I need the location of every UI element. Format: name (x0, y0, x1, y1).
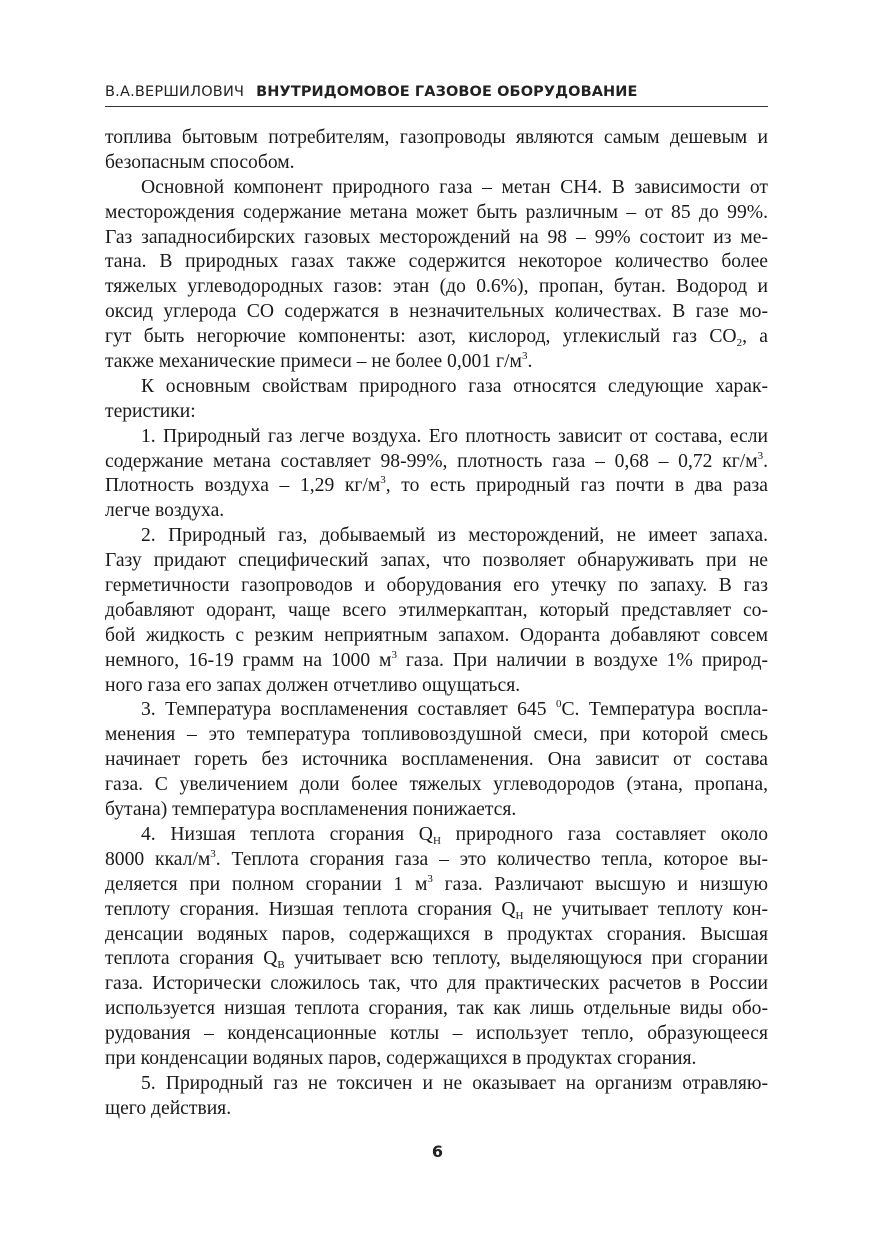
paragraph (105, 698, 768, 822)
superscript: 3 (521, 350, 528, 363)
text-segment: немного, 16-19 грамм на 1000 м (105, 649, 392, 671)
text-segment: , а (742, 326, 769, 348)
text-line (105, 450, 768, 475)
subscript: 2 (736, 337, 743, 350)
text-line: теристики: (105, 400, 196, 422)
text-segment: также механические примеси – не более 0,001 г/м (105, 351, 522, 373)
header-book-title: ВНУТРИДОМОВОЕ ГАЗОВОЕ ОБОРУДОВАНИЕ (256, 84, 638, 100)
text-line: при конденсации водяных паров, содержащихся в продуктах сгорания. (105, 1047, 697, 1069)
paragraph (105, 176, 768, 375)
text-line: топлива бытовым потребителям, газопроводы являются самым дешевым и (105, 127, 768, 148)
text-line: бой жидкость с резким неприятным запахом. Одоранта добавляют совсем (105, 624, 768, 646)
text-segment: . (763, 450, 768, 472)
text-segment: 8000 ккал/м (105, 848, 211, 870)
text-segment: теплоту сгорания. Низшая теплота сгорания Q (105, 898, 516, 920)
text-line (105, 873, 768, 898)
text-segment: не учитывает теплоту кон- (523, 898, 768, 920)
text-segment: . Теплота сгорания газа – это количество тепла, которое вы- (215, 848, 768, 870)
paragraph (105, 375, 768, 425)
text-line: месторождения содержание метана может быть различным – от 85 до 99%. (105, 201, 768, 223)
text-line (105, 823, 768, 848)
text-segment: 4. Низшая теплота сгорания Q (141, 823, 433, 845)
text-line: Основной компонент природного газа – метан СН4. В зависимости от (141, 176, 768, 198)
text-line: Газу придают специфический запах, что позволяет обнаруживать при не (105, 550, 768, 572)
text-line: Газ западносибирских газовых месторождений на 98 – 99% состоит из ме- (105, 226, 768, 248)
text-segment: С. Температура воспла- (561, 699, 769, 721)
text-line (105, 898, 768, 923)
text-segment: газа. При наличии в воздухе 1% природ- (396, 649, 768, 671)
text-line: безопасным способом. (105, 151, 295, 173)
superscript: 3 (757, 449, 764, 462)
superscript: 0 (555, 698, 562, 711)
text-line: 2. Природный газ, добываемый из месторождений, не имеет запаха. (141, 525, 768, 547)
superscript: 3 (380, 474, 386, 487)
text-line (105, 947, 768, 972)
text-line: ного газа его запах должен отчетливо ощущаться. (105, 674, 521, 696)
header-author: В.А.ВЕРШИЛОВИЧ (105, 84, 245, 100)
text-line: К основным свойствам природного газа относятся следующие харак- (141, 375, 768, 397)
text-line: 5. Природный газ не токсичен и не оказывает на организм отравляю- (141, 1072, 768, 1094)
paragraph (105, 425, 768, 525)
text-line: газа. С увеличением доли более тяжелых углеводородов (этана, пропана, (105, 774, 768, 796)
paragraph (105, 1072, 768, 1122)
text-line (105, 848, 768, 873)
text-segment: Плотность воздуха – 1,29 кг/м (105, 475, 381, 497)
text-line: легче воздуха. (105, 500, 225, 522)
superscript: 3 (427, 872, 433, 885)
subscript: В (277, 959, 285, 972)
text-segment: деляется при полном сгорании 1 м (105, 873, 428, 895)
text-segment: 3. Температура воспламенения составляет 645 (141, 699, 556, 721)
text-line: бутана) температура воспламенения понижается. (105, 799, 517, 821)
text-line: оксид углерода СО содержатся в незначительных количествах. В газе мо- (105, 301, 768, 323)
text-line: рудования – конденсационные котлы – использует тепло, образующееся (105, 1023, 768, 1045)
body-text (105, 126, 768, 1122)
header-rule (105, 106, 768, 107)
text-line: менения – это температура топливовоздушной смеси, при которой смесь (105, 724, 768, 746)
page-number: 6 (431, 1142, 444, 1161)
text-line (105, 649, 768, 674)
text-line (105, 474, 768, 499)
text-line (105, 350, 768, 375)
text-line: добавляют одорант, чаще всего этилмеркаптан, который представляет со- (105, 599, 768, 621)
superscript: 3 (391, 648, 397, 661)
text-line (105, 325, 768, 350)
text-segment: гут быть негорючие компоненты: азот, кислород, углекислый газ CO (105, 326, 737, 348)
text-segment: природного газа составляет около (440, 823, 768, 845)
text-line: денсации водяных паров, содержащихся в продуктах сгорания. Высшая (105, 923, 768, 945)
text-segment: газа. Различают высшую и низшую (432, 873, 768, 895)
text-line: газа. Исторически сложилось так, что для практических расчетов в России (105, 973, 768, 995)
text-line: 1. Природный газ легче воздуха. Его плотность зависит от состава, если (141, 425, 768, 447)
text-segment: учитывает всю теплоту, выделяющуюся при сгорании (284, 948, 769, 970)
running-header (105, 82, 768, 102)
text-segment: , то есть природный газ почти в два раза (385, 475, 768, 497)
subscript: Н (432, 834, 441, 847)
text-segment: теплота сгорания Q (105, 948, 278, 970)
paragraph (105, 823, 768, 1072)
text-line: используется низшая теплота сгорания, так как лишь отдельные виды обо- (105, 998, 768, 1020)
text-segment: . (527, 351, 533, 373)
text-line (105, 698, 768, 723)
subscript: Н (515, 909, 524, 922)
text-line: начинает гореть без источника воспламенения. Она зависит от состава (105, 749, 768, 771)
paragraph (105, 126, 768, 176)
text-line: герметичности газопроводов и оборудования его утечку по запаху. В газ (105, 575, 768, 597)
text-segment: содержание метана составляет 98-99%, плотность газа – 0,68 – 0,72 кг/м (105, 450, 758, 472)
paragraph (105, 524, 768, 698)
text-line: щего действия. (105, 1097, 232, 1119)
text-line: тяжелых углеводородных газов: этан (до 0.6%), пропан, бутан. Водород и (105, 276, 768, 298)
text-line: тана. В природных газах также содержится некоторое количество более (105, 251, 768, 273)
superscript: 3 (210, 847, 216, 860)
